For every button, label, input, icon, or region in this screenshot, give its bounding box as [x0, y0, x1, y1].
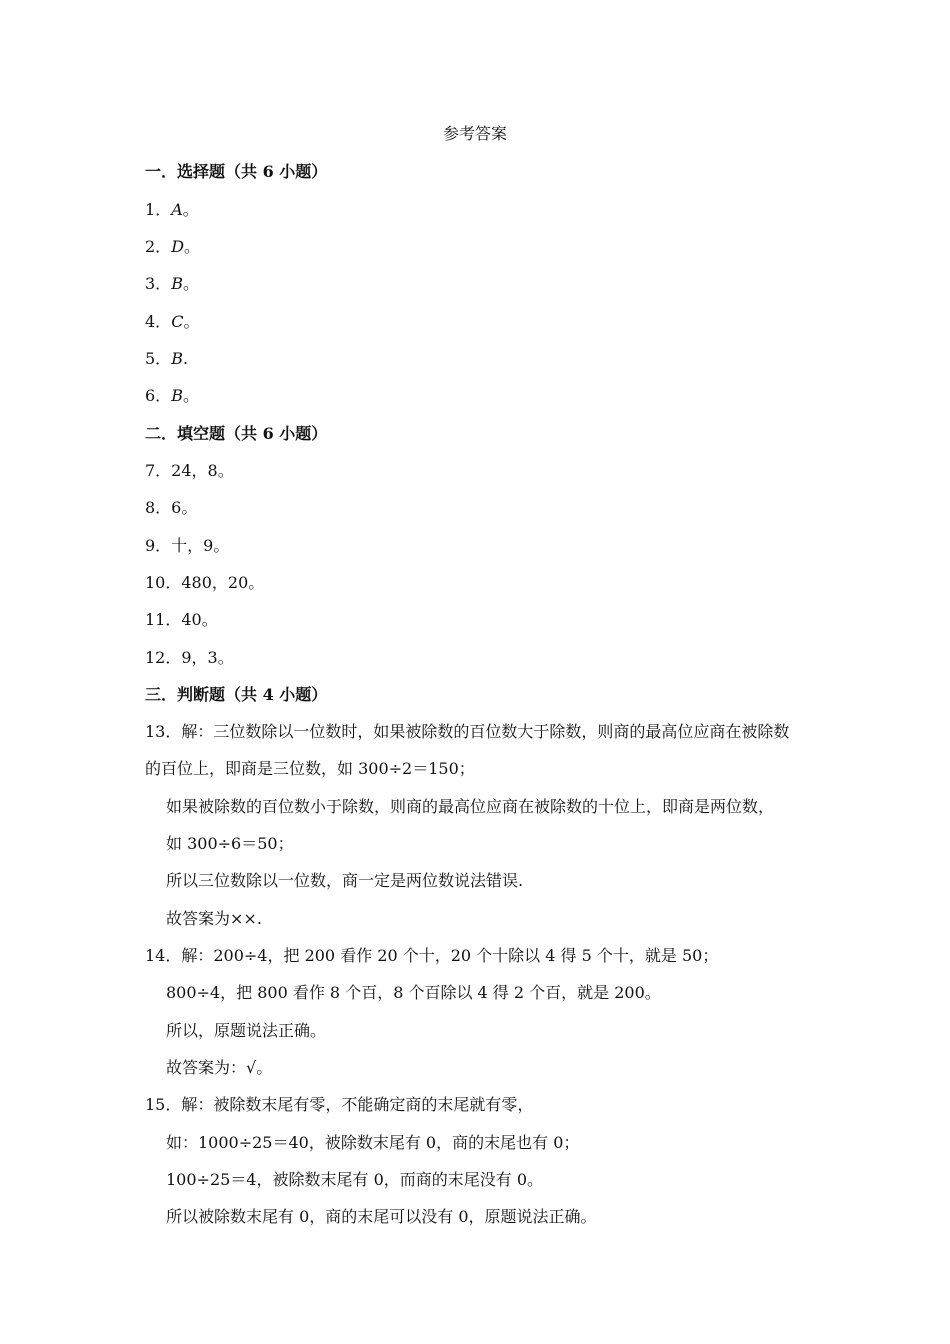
- answer-item-8: 8．6。: [145, 498, 198, 517]
- answer-letter: C: [171, 312, 184, 331]
- answer-end: 。: [183, 312, 200, 331]
- answer-number: 1．: [145, 200, 172, 219]
- answer-item-10: 10．480，20。: [145, 573, 265, 592]
- answer-14-line: 14．解：200÷4，把 200 看作 20 个十，20 个十除以 4 得 5 个十，就是 50；: [145, 946, 719, 965]
- answer-15-line: 100÷25＝4，被除数末尾有 0，而商的末尾没有 0。: [166, 1170, 544, 1189]
- answer-item-7: 7．24，8。: [145, 461, 234, 480]
- answer-15-line: 15．解：被除数末尾有零，不能确定商的末尾就有零，: [145, 1095, 534, 1114]
- page-title: 参考答案: [442, 124, 507, 143]
- answer-13-line: 如果被除数的百位数小于除数，则商的最高位应商在被除数的十位上，即商是两位数，: [166, 797, 775, 816]
- answer-14-line: 800÷4，把 800 看作 8 个百，8 个百除以 4 得 2 个百，就是 200。: [166, 983, 661, 1002]
- answer-14-result: 故答案为：√。: [166, 1058, 273, 1077]
- answer-number: 5．: [145, 349, 172, 368]
- answer-end: 。: [184, 237, 201, 256]
- answer-end: 。: [182, 386, 199, 405]
- answer-letter: B: [171, 349, 183, 368]
- answer-item-3: [145, 274, 199, 294]
- answer-letter: B: [171, 386, 183, 405]
- section-heading-judge: 三．判断题（共 4 小题）: [145, 685, 328, 704]
- answer-item-1: [145, 200, 199, 220]
- section-heading-fill: 二．填空题（共 6 小题）: [145, 424, 328, 443]
- answer-item-5: [145, 349, 188, 369]
- answer-14-line: 所以，原题说法正确。: [166, 1021, 327, 1040]
- answer-13-line: 的百位上，即商是三位数，如 300÷2＝150；: [145, 759, 475, 778]
- answer-13-line: 如 300÷6＝50；: [166, 834, 294, 853]
- answer-15-line: 如：1000÷25＝40，被除数末尾有 0，商的末尾也有 0；: [166, 1133, 580, 1152]
- answer-letter: A: [171, 200, 183, 219]
- answer-number: 6．: [145, 386, 172, 405]
- answer-end: .: [182, 349, 189, 368]
- answer-13-result: 故答案为××.: [166, 909, 262, 928]
- answer-letter: D: [171, 237, 185, 256]
- section-heading-choice: 一．选择题（共 6 小题）: [145, 162, 328, 181]
- answer-item-4: [145, 312, 199, 332]
- answer-item-12: 12．9，3。: [145, 648, 234, 667]
- answer-end: 。: [182, 274, 199, 293]
- answer-item-6: [145, 386, 199, 406]
- answer-15-line: 所以被除数末尾有 0，商的末尾可以没有 0，原题说法正确。: [166, 1207, 597, 1226]
- answer-number: 3．: [145, 274, 172, 293]
- answer-item-11: 11．40。: [145, 610, 218, 629]
- answer-13-line: 13．解：三位数除以一位数时，如果被除数的百位数大于除数，则商的最高位应商在被除数: [145, 722, 790, 741]
- answer-13-line: 所以三位数除以一位数，商一定是两位数说法错误.: [166, 871, 524, 890]
- answer-item-9: 9．十，9。: [145, 536, 230, 555]
- answer-number: 4．: [145, 312, 172, 331]
- answer-number: 2．: [145, 237, 172, 256]
- answer-item-2: [145, 237, 200, 257]
- answer-letter: B: [171, 274, 183, 293]
- answer-end: 。: [182, 200, 199, 219]
